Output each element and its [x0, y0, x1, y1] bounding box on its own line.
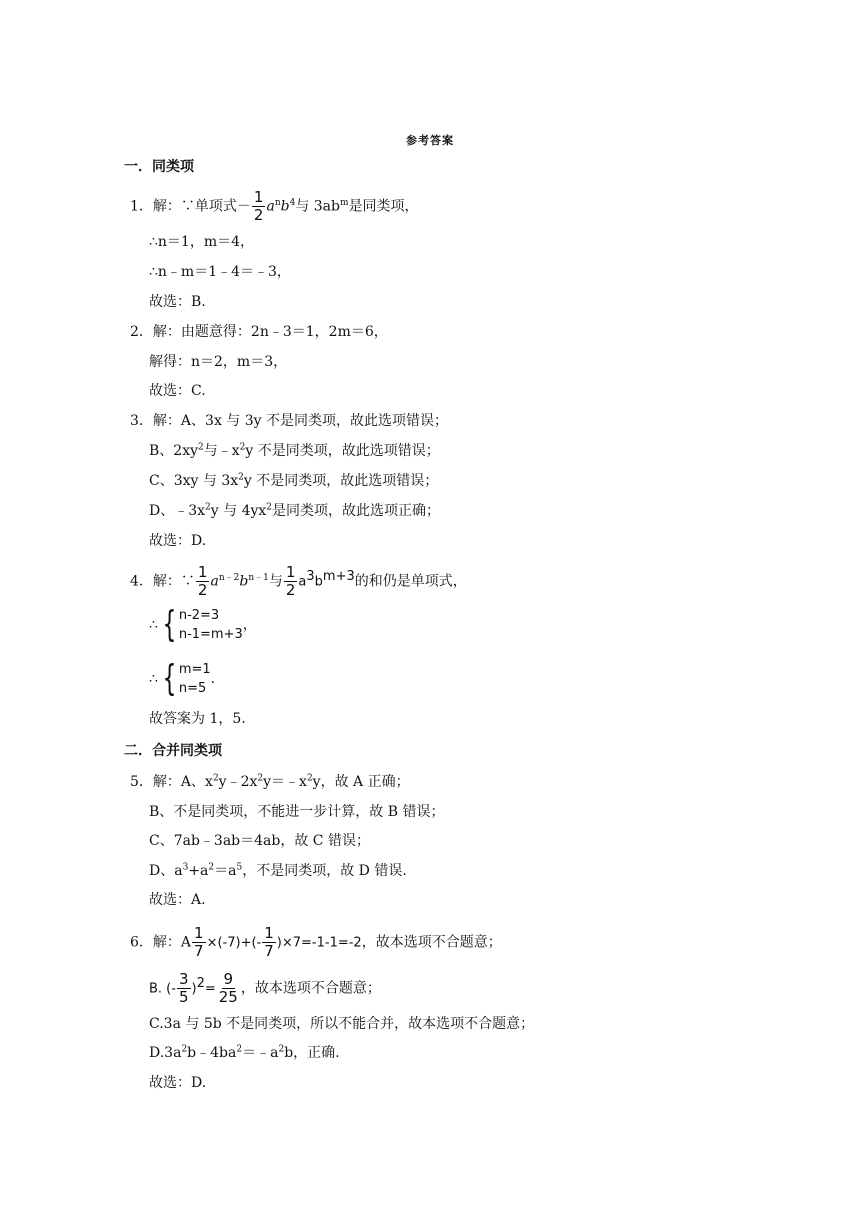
q4-line-1: 4．解：∵ $\frac{1}{2}$ $a^{n﹣2}b^{n﹣1}$与 $\frac{1}{2}$ $a^3b^{m+3}$的和仍是单项式，: [130, 563, 467, 599]
q4-answer: 故答案为 1，5.: [149, 711, 246, 727]
q6-line-1: 6．解：A $\frac{1}{7}$ ×(-7)+(- $\frac{1}{7}$ )×7=-1-1=-2，故本选项不合题意；: [130, 924, 502, 960]
q6-answer: 故选：D.: [149, 1075, 207, 1091]
q6-option-b: B. (- $\frac{3}{5}$ )$^2$= $\frac{9}{25}$ ，故本选项不合题意；: [149, 970, 381, 1006]
q6-option-c: C.3a 与 5b 不是同类项，所以不能合并，故本选项不合题意；: [149, 1016, 535, 1032]
q3-option-b: B、$2xy^2$与$﹣x^2y$ 不是同类项，故此选项错误；: [149, 442, 440, 459]
q5-line-1: 5．解：A、$x^2y﹣2x^2y=﹣x^2y$，故 A 正确；: [130, 773, 410, 790]
fraction: $\frac{1}{2}$: [197, 563, 208, 599]
brace-icon: {: [162, 658, 177, 699]
page-title: 参考答案: [406, 134, 454, 147]
q2-line-2: 解得：n＝2，m＝3，: [149, 354, 288, 370]
fraction: $\frac{1}{2}$: [253, 188, 264, 224]
fraction: $\frac{1}{2}$: [285, 563, 296, 599]
q6-option-d: $D.3a^2b﹣4ba^2=﹣a^2b$，正确.: [149, 1044, 340, 1061]
q3-number: 3．: [130, 413, 153, 429]
q5-option-d: D、$a^3+a^2=a^5$，不是同类项，故 D 错误.: [149, 862, 407, 879]
fraction: $\frac{1}{7}$: [264, 924, 274, 960]
section-heading-like-terms: 一．同类项: [124, 159, 194, 175]
fraction: $\frac{3}{5}$: [178, 970, 189, 1006]
fraction: $\frac{1}{7}$: [194, 924, 204, 960]
q1-line-1: 1．解：∵单项式－ $\frac{1}{2}$ $a^nb^4$与 $3ab^m$是同类项，: [130, 188, 419, 224]
q5-answer: 故选：A.: [149, 892, 206, 908]
q2-line-1: 2．解：由题意得：2n﹣3＝1，2m＝6，: [130, 324, 388, 340]
section-heading-combine-like-terms: 二．合并同类项: [124, 743, 222, 759]
q3-option-d: D、$﹣3x^2y$ 与 $4yx^2$是同类项，故此选项正确；: [149, 502, 441, 519]
q4-system-2: ∴ { m=1 n=5 .: [149, 658, 216, 699]
q5-option-b: B、不是同类项，不能进一步计算，故 B 错误；: [149, 804, 445, 820]
q5-number: 5．: [130, 774, 153, 790]
fraction: $\frac{9}{25}$: [218, 970, 238, 1006]
q3-answer: 故选：D.: [149, 533, 207, 549]
q6-number: 6．: [130, 934, 153, 951]
q2-answer: 故选：C.: [149, 383, 206, 399]
q5-option-c: C、7ab﹣3ab＝4ab，故 C 错误；: [149, 833, 370, 849]
q2-number: 2．: [130, 324, 153, 340]
q3-line-1: 3．解：A、3x 与 3y 不是同类项，故此选项错误；: [130, 413, 449, 429]
q3-option-c: C、3xy 与 $3x^2y$ 不是同类项，故此选项错误；: [149, 472, 439, 489]
q1-answer: 故选：B.: [149, 294, 206, 310]
q4-system-1: ∴ { n-2=3 n-1=m+3 ，: [149, 604, 257, 645]
q1-line-3: ∴n﹣m＝1﹣4＝﹣3，: [149, 264, 291, 280]
brace-icon: {: [162, 604, 177, 645]
q1-line-2: ∴n＝1，m＝4，: [149, 234, 255, 250]
q4-number: 4．: [130, 573, 153, 590]
q1-number: 1．: [130, 198, 153, 215]
